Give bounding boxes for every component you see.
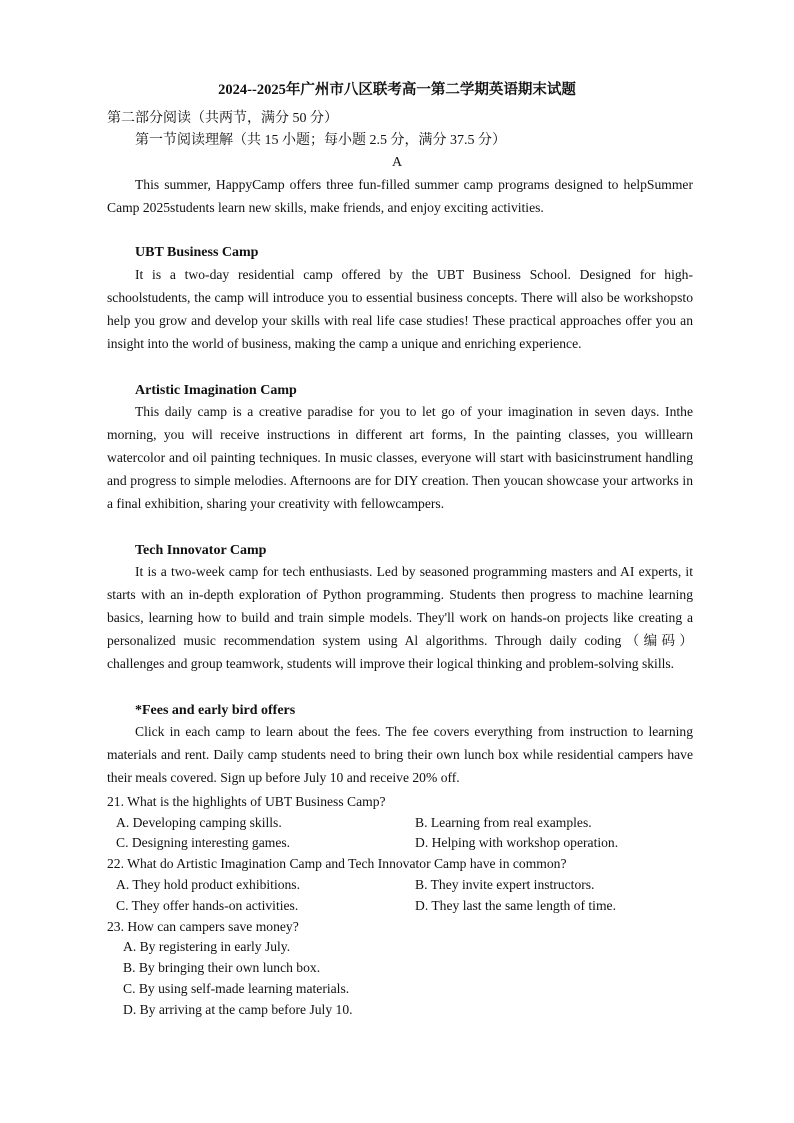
fees-text: Click in each camp to learn about the fees. The fee covers everything from instruction to learning materials and rent. Daily camp students need to bring their own lunch box while residential campers have their meals covered. Sign up before July 10 and receive 20% off.	[107, 724, 693, 785]
question-22-option-a: A. They hold product exhibitions.	[116, 877, 301, 892]
question-22-option-c: C. They offer hands-on activities.	[116, 898, 299, 913]
subsection-heading: 第一节阅读理解（共 15 小题；每小题 2.5 分，满分 37.5 分）	[135, 133, 506, 148]
fees-heading: *Fees and early bird offers	[135, 703, 296, 718]
camp-heading-artistic: Artistic Imagination Camp	[135, 383, 297, 398]
camp-heading-tech: Tech Innovator Camp	[135, 543, 267, 558]
question-22-option-d: D. They last the same length of time.	[415, 898, 616, 913]
question-23-option-b: B. By bringing their own lunch box.	[123, 960, 321, 975]
passage-letter: A	[391, 155, 403, 170]
question-23-option-a: A. By registering in early July.	[123, 939, 291, 954]
question-21-option-a: A. Developing camping skills.	[116, 815, 282, 830]
camp-text-tech: It is a two-week camp for tech enthusiasts. Led by seasoned programming masters and AI experts, it starts with an in-depth exploration of Python programming. Students then progress to machine learning basics, learning how to build and train simple models. They'll work on hands-on projects like creating a personalized music recommendation system using Al algorithms. Through daily coding（编码）challenges and group teamwork, students will improve their logical thinking and problem-solving skills.	[107, 564, 693, 671]
question-22-stem: 22. What do Artistic Imagination Camp and Tech Innovator Camp have in common?	[107, 856, 567, 871]
exam-title: 2024--2025年广州市八区联考高一第二学期英语期末试题	[218, 82, 576, 98]
question-23-option-c: C. By using self-made learning materials.	[123, 981, 350, 996]
question-23-option-d: D. By arriving at the camp before July 10.	[123, 1002, 353, 1017]
question-21-stem: 21. What is the highlights of UBT Business Camp?	[107, 794, 386, 809]
section-heading: 第二部分阅读（共两节，满分 50 分）	[107, 111, 338, 126]
question-23-stem: 23. How can campers save money?	[107, 919, 299, 934]
question-21-option-b: B. Learning from real examples.	[415, 815, 592, 830]
question-22-option-b: B. They invite expert instructors.	[415, 877, 595, 892]
question-21-option-d: D. Helping with workshop operation.	[415, 835, 619, 850]
camp-text-business: It is a two-day residential camp offered by the UBT Business School. Designed for high-schoolstudents, the camp will introduce you to essential business concepts. There will also be workshopsto help you grow and develop your skills with real life case studies! These practical approaches offer you an insight into the world of business, making the camp a unique and enriching experience.	[107, 267, 693, 351]
question-21-option-c: C. Designing interesting games.	[116, 835, 291, 850]
camp-heading-business: UBT Business Camp	[135, 245, 259, 260]
intro-paragraph: This summer, HappyCamp offers three fun-filled summer camp programs designed to helpSummer Camp 2025students learn new skills, make friends, and enjoy exciting activities.	[107, 177, 693, 215]
camp-text-artistic: This daily camp is a creative paradise for you to let go of your imagination in seven days. Inthe morning, you will receive instructions in different art forms, In the painting classes, you willlearn watercolor and oil painting techniques. In music classes, everyone will start with basicinstrument handling and progress to simple melodies. Afternoons are for DIY creation. Then youcan showcase your artworks in a final exhibition, sharing your creativity with fellowcampers.	[107, 404, 693, 511]
